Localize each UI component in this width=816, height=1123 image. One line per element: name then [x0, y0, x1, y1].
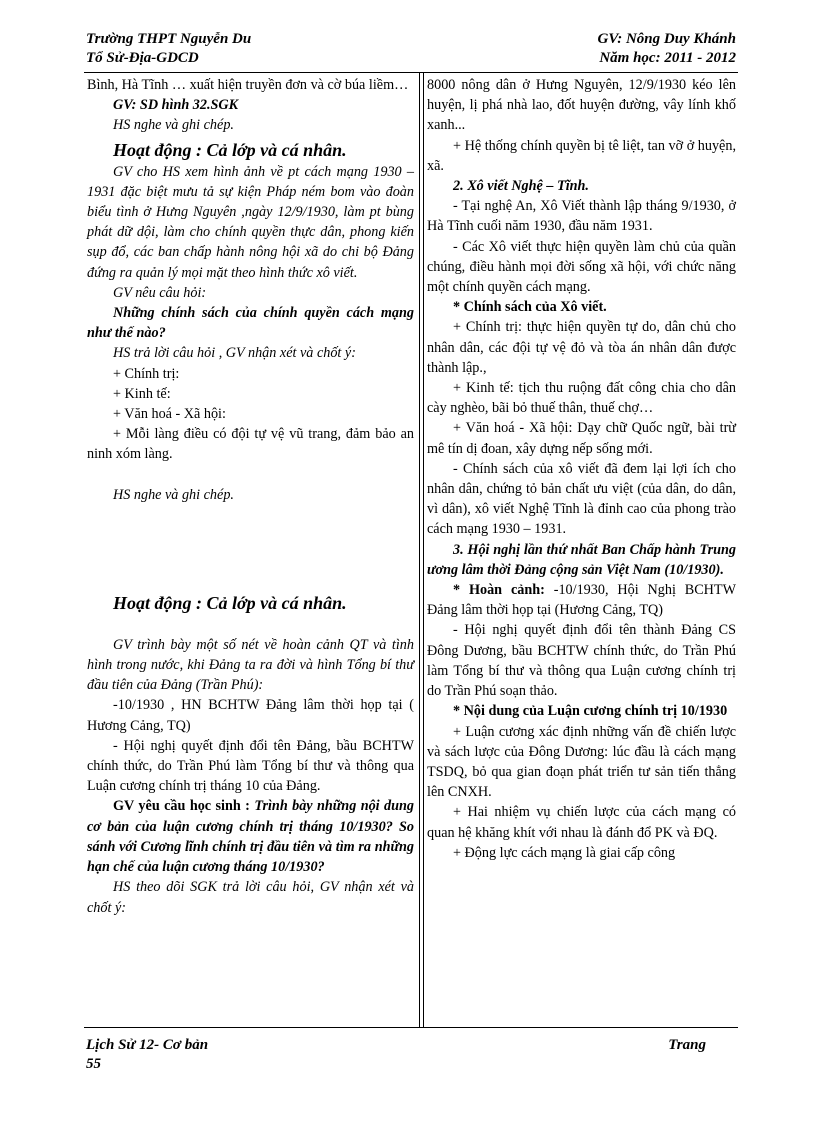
question-lead: GV yêu cầu học sinh : — [113, 798, 250, 815]
list-item: + Mỗi làng điều có đội tự vệ vũ trang, đảm bảo an ninh xóm làng. — [87, 426, 414, 463]
text-line: + Chính trị: thực hiện quyền tự do, dân chủ cho nhân dân, các đội tự vệ đỏ và tòa án nhân dân được thành lập., — [427, 319, 736, 376]
text-line — [427, 580, 736, 620]
activity-heading: Hoạt động : Cả lớp và cá nhân. — [113, 139, 347, 160]
subsection-heading: * Chính sách của Xô viết. — [453, 299, 607, 316]
table-top-border — [84, 72, 738, 73]
table-bottom-border — [84, 1027, 738, 1028]
list-item: + Văn hoá - Xã hội: — [113, 406, 226, 423]
question-body: Trình bày những nội dung cơ bản của luận cương chính trị tháng 10/1930? So sánh với Cương lĩnh chính trị đầu tiên và tìm ra những hạn chế của luận cương tháng 10/1930? — [87, 798, 415, 876]
column-divider — [419, 73, 420, 1027]
column-divider-inner — [423, 73, 424, 1027]
activity-heading: Hoạt động : Cả lớp và cá nhân. — [113, 592, 347, 613]
text-line: + Kinh tế: tịch thu ruộng đất công chia cho dân cày nghèo, bãi bỏ thuế thân, thuế chợ… — [427, 380, 736, 417]
text-line: - Hội nghị quyết định đổi tên Đảng, bầu BCHTW chính thức, do Trần Phú làm Tổng bí thư và thông qua Luận cương chính trị tháng 10 của Đảng. — [87, 737, 414, 795]
text-line: + Động lực cách mạng là giai cấp công — [453, 844, 676, 861]
text-line: GV: SD hình 32.SGK — [113, 97, 239, 114]
subsection-heading: * Nội dung của Luận cương chính trị 10/1930 — [453, 703, 728, 720]
school-name: Trường THPT Nguyễn Du — [86, 31, 252, 47]
text-line: + Văn hoá - Xã hội: Dạy chữ Quốc ngữ, bài trừ mê tín dị đoan, xây dựng nếp sống mới. — [427, 420, 736, 457]
text-line: -10/1930 , HN BCHTW Đảng lâm thời họp tại ( Hương Cảng, TQ) — [87, 697, 414, 734]
text-line: - Tại nghệ An, Xô Viết thành lập tháng 9/1930, ở Hà Tĩnh cuối năm 1930, đầu năm 1931. — [427, 198, 736, 235]
text-line: - Chính sách của xô viết đã đem lại lợi ích cho nhân dân, chứng tỏ bản chất ưu việt (của dân, do dân, vì dân), xô viết Nghệ Tĩnh là đỉnh cao của phong trào cách mạng 1930 – 1931. — [427, 460, 736, 538]
question: Những chính sách của chính quyền cách mạng như thế nào? — [87, 305, 414, 342]
section-heading: 3. Hội nghị lần thứ nhất Ban Chấp hành Trung ương lâm thời Đảng cộng sản Việt Nam (10/1930). — [427, 541, 736, 578]
context-text: -10/1930, Hội Nghị BCHTW Đảng lâm thời họp tại (Hương Cảng, TQ) — [427, 582, 736, 619]
teacher-name: GV: Nông Duy Khánh — [597, 31, 736, 47]
text-line: GV cho HS xem hình ảnh về pt cách mạng 1930 – 1931 đặc biệt mưu tả sự kiện Pháp ném bom vào đoàn biểu tình ở Hưng Nguyên ,ngày 12/9/1930, làm pt bùng phát dữ dội, làm cho chính quyền thực dân, phong kiến sụp đổ, các ban chấp hành nông hội xã do chi bộ Đảng đứng ra quản lý mọi mặt theo hình thức xô viết. — [87, 163, 414, 281]
text-line: + Luận cương xác định những vấn đề chiến lược và sách lược của Đông Dương: lúc đầu là cách mạng TSDQ, bỏ qua gian đoạn phát triển tư sản tiến thẳng lên CNXH. — [427, 723, 736, 801]
page-number: 55 — [86, 1056, 101, 1072]
text-line: Bình, Hà Tĩnh … xuất hiện truyền đơn và cờ búa liềm… — [87, 77, 409, 93]
text-line: GV trình bày một số nét về hoàn cảnh QT và tình hình trong nước, khi Đảng ta ra đời và hình Tổng bí thư đầu tiên của Đảng (Trần Phú): — [87, 636, 414, 694]
context-label: * Hoàn cảnh: — [453, 582, 545, 599]
text-line: - Các Xô viết thực hiện quyền làm chủ của quần chúng, điều hành mọi đời sống xã hội, với chức năng một chính quyền cách mạng. — [427, 238, 736, 296]
section-heading: 2. Xô viết Nghệ – Tĩnh. — [453, 178, 589, 195]
page-label: Trang — [668, 1037, 706, 1053]
page-footer — [86, 1036, 706, 1074]
lesson-content-column — [427, 75, 736, 863]
list-item: + Kinh tế: — [113, 385, 171, 402]
subject-name: Lịch Sử 12- Cơ bản — [86, 1037, 209, 1053]
text-line: HS nghe và ghi chép. — [113, 117, 234, 134]
list-item: + Chính trị: — [113, 365, 180, 382]
teacher-student-activities-column — [87, 75, 414, 918]
text-line: - Hội nghị quyết định đổi tên thành Đảng CS Đông Dương, bầu BCHTW chính thức, do Trần Phú làm Tổng bí thư và thông qua Luận cương chính trị do Trần Phú soạn thảo. — [427, 622, 736, 700]
text-line: GV nêu câu hỏi: — [113, 284, 207, 301]
text-line: + Hai nhiệm vụ chiến lược của cách mạng có quan hệ khăng khít với nhau là đánh đổ PK và ĐQ. — [427, 804, 736, 841]
text-line: 8000 nông dân ở Hưng Nguyên, 12/9/1930 kéo lên huyện, lị phá nhà lao, đốt huyện đường, vây lính khố xanh... — [427, 77, 736, 134]
text-line: HS trả lời câu hỏi , GV nhận xét và chốt ý: — [113, 345, 356, 362]
school-year: Năm học: 2011 - 2012 — [599, 50, 736, 66]
text-line: HS nghe và ghi chép. — [113, 486, 234, 503]
text-line: HS theo dõi SGK trả lời câu hỏi, GV nhận xét và chốt ý: — [87, 879, 414, 916]
text-line: + Hệ thống chính quyền bị tê liệt, tan vỡ ở huyện, xã. — [427, 137, 736, 174]
department: Tổ Sử-Địa-GDCD — [86, 50, 199, 66]
question — [87, 796, 414, 877]
